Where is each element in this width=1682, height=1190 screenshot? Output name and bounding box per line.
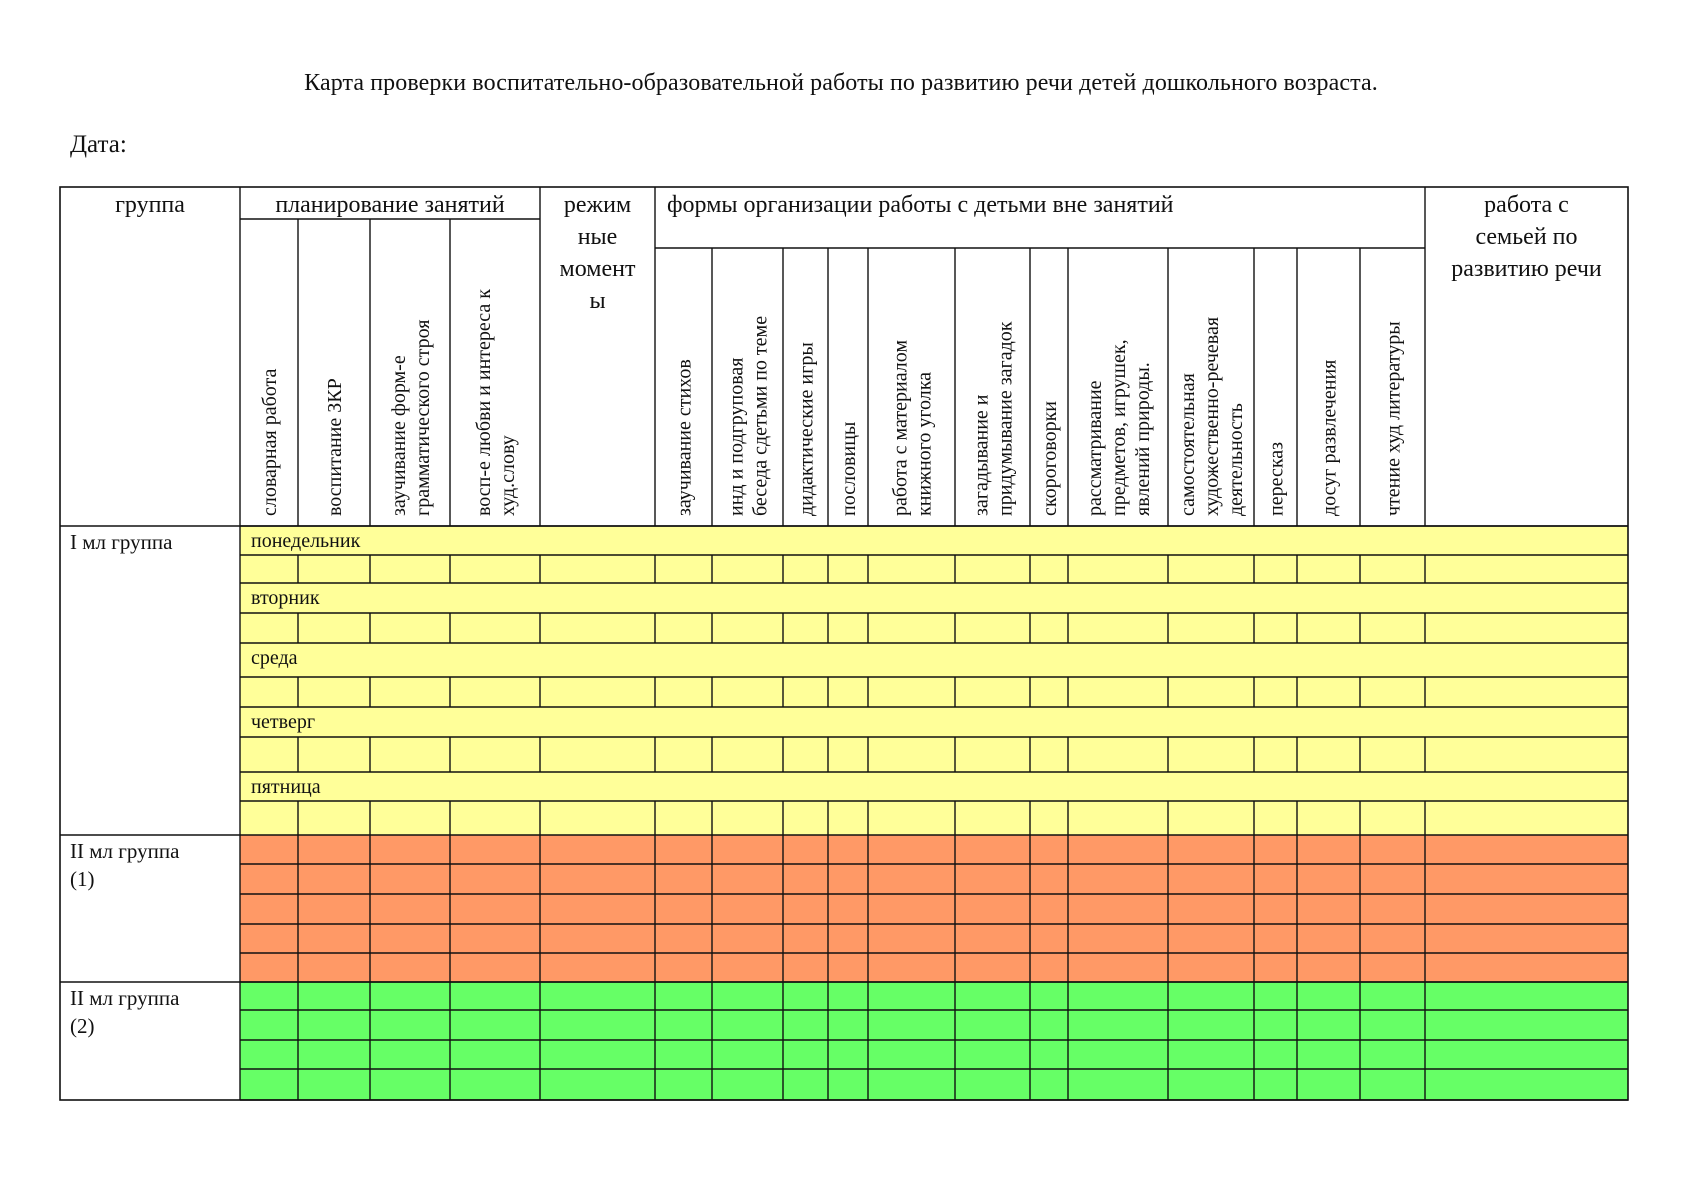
- family-header-line: работа с: [1484, 192, 1569, 218]
- column-header-label: словарная работа: [259, 368, 281, 516]
- group-label: II мл группа: [70, 839, 180, 863]
- column-header-label: досуг развлечения: [1318, 359, 1341, 516]
- group-1-fill: [240, 526, 1628, 835]
- date-label: Дата:: [70, 131, 127, 158]
- group-label: (2): [70, 1014, 95, 1038]
- column-header-label: заучивание форм-е: [388, 355, 410, 516]
- column-header-label: деятельность: [1225, 403, 1247, 516]
- column-header-label: книжного уголка: [913, 371, 936, 516]
- group-3-fill: [240, 982, 1628, 1100]
- weekday-label: понедельник: [251, 530, 361, 552]
- column-header-label: восп-е любви и интереса к: [473, 289, 495, 516]
- column-header-label: пересказ: [1265, 441, 1288, 516]
- column-header-label: худ.слову: [497, 435, 519, 516]
- column-header-label: заучивание стихов: [673, 359, 696, 516]
- column-header-label: рассматривание: [1084, 380, 1106, 516]
- forms-header: формы организации работы с детьми вне занятий: [667, 192, 1174, 218]
- group-2-fill: [240, 835, 1628, 982]
- column-header-label: инд и подгруповая: [725, 357, 748, 516]
- column-header-label: воспитание ЗКР: [324, 378, 346, 516]
- group-header: группа: [115, 192, 185, 218]
- group-label: I мл группа: [70, 530, 173, 554]
- column-header-label: художественно-речевая: [1201, 316, 1223, 516]
- row-fills: [240, 526, 1628, 1100]
- column-header-label: самостоятельная: [1177, 373, 1199, 516]
- column-header-label: скороговорки: [1039, 400, 1061, 516]
- regime-header-line: момент: [559, 256, 636, 282]
- column-header-label: явлений природы.: [1132, 362, 1154, 516]
- column-header-label: работа с материалом: [889, 339, 912, 516]
- group-label: II мл группа: [70, 986, 180, 1010]
- column-header-label: загадывание и: [970, 394, 993, 516]
- column-header-label: придумывание загадок: [994, 321, 1017, 516]
- weekday-label: среда: [251, 647, 298, 669]
- column-header-label: беседа сдетьми по теме: [749, 315, 772, 516]
- regime-header-line: ные: [577, 224, 618, 250]
- column-header-label: предметов, игрушек,: [1108, 339, 1130, 516]
- column-header-label: грамматического строя: [412, 319, 434, 516]
- column-header-label: чтение худ литературы: [1382, 321, 1405, 516]
- regime-header-line: ы: [589, 288, 606, 314]
- column-header-label: дидактические игры: [795, 342, 818, 516]
- weekday-label: четверг: [251, 711, 316, 733]
- page-title: Карта проверки воспитательно-образовательной работы по развитию речи детей дошкольного возраста.: [304, 70, 1378, 96]
- group-label: (1): [70, 867, 95, 891]
- family-header-line: развитию речи: [1451, 256, 1602, 282]
- regime-header-line: режим: [563, 192, 632, 218]
- column-header-label: пословицы: [838, 421, 860, 516]
- weekday-label: пятница: [251, 776, 321, 798]
- family-header-line: семьей по: [1475, 224, 1578, 250]
- planning-header: планирование занятий: [275, 192, 505, 218]
- weekday-label: вторник: [251, 587, 320, 609]
